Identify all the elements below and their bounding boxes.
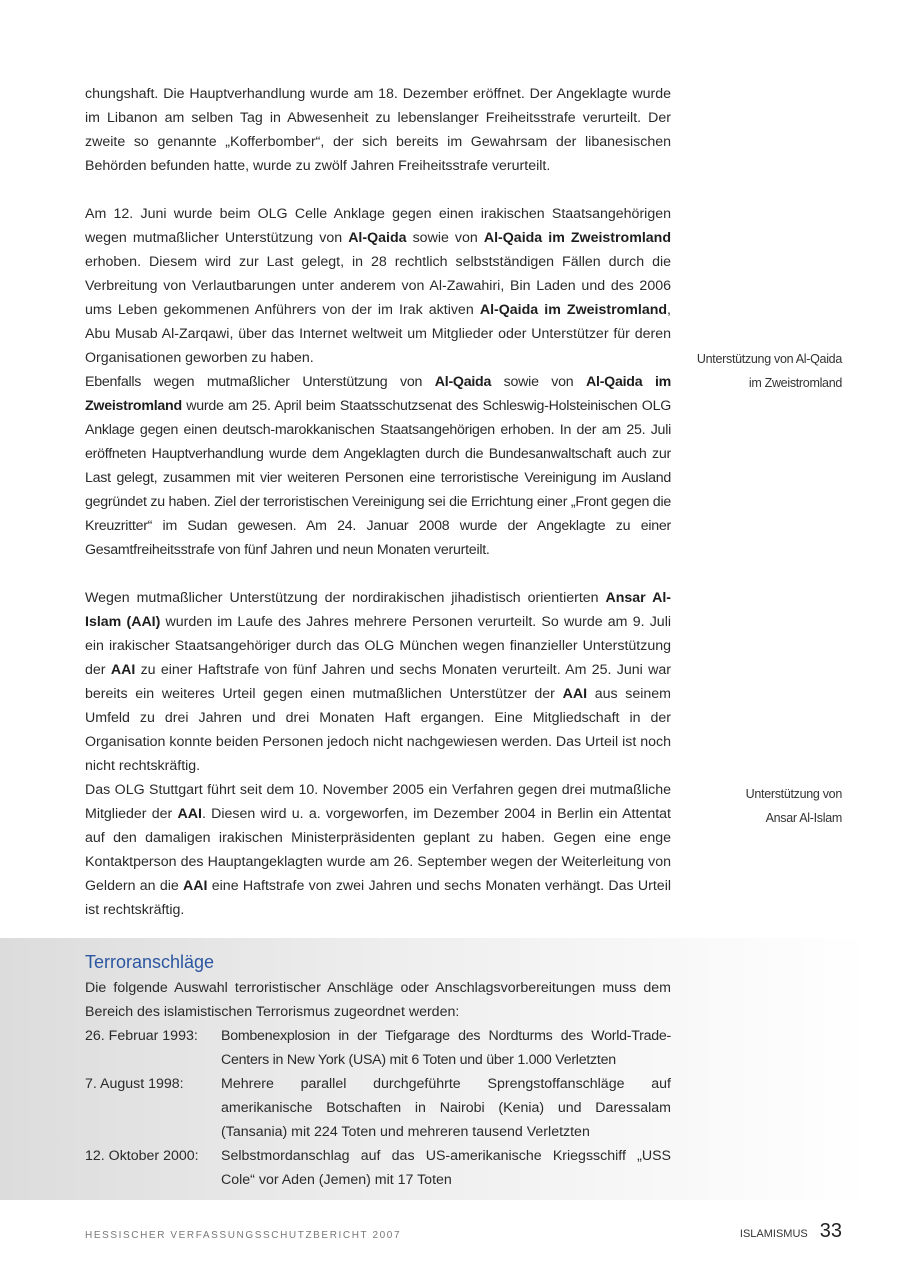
sidenote-line: im Zweistromland	[748, 376, 842, 390]
paragraph-kofferbomber: chungshaft. Die Hauptverhandlung wurde am 18. Dezember eröffnet. Der Angeklagte wurde im Libanon am selben Tag in Abwesenheit zu lebenslanger Freiheitsstrafe verurteilt. Der zweite so genannte „Kofferbomber“, der sich bereits im Gewahrsam der libanesischen Behörden befunden hatte, wurde zu zwölf Jahren Freiheitsstrafe verurteilt.	[85, 86, 671, 174]
footer-section-name: ISLAMISMUS	[739, 1228, 808, 1240]
page-number: 33	[819, 1220, 842, 1242]
event-item	[85, 1144, 671, 1192]
sidenote-line: Unterstützung von	[745, 787, 842, 801]
event-item	[85, 1024, 671, 1072]
main-text-column	[85, 82, 671, 922]
event-description: Selbstmordanschlag auf das US-amerikanische Kriegsschiff „USS Cole“ vor Aden (Jemen) mit 17 Toten	[221, 1148, 671, 1188]
sidenote-al-qaida	[662, 347, 842, 395]
event-date: 12. Oktober 2000:	[85, 1148, 199, 1164]
footer-publication-title: HESSISCHER VERFASSUNGSSCHUTZBERICHT 2007	[85, 1230, 402, 1241]
paragraph-olg-celle: Am 12. Juni wurde beim OLG Celle Anklage gegen einen irakischen Staatsangehörigen wegen mutmaßlicher Unterstützung von Al-Qaida sowie von Al-Qaida im Zweistromland erhoben. Diesem wird zur Last gelegt, in 28 rechtlich selbstständigen Fällen durch die Verbreitung von Verlautbarungen unter anderem von Al-Zawahiri, Bin Laden und des 2006 ums Leben gekommenen Anführers von der im Irak aktiven Al-Qaida im Zweistromland, Abu Musab Al-Zarqawi, über das Internet weltweit um Mitglieder oder Unterstützer für deren Organisationen geworben zu haben.	[85, 206, 671, 366]
section-intro: Die folgende Auswahl terroristischer Anschläge oder Anschlagsvorbereitungen muss dem Bereich des islamistischen Terrorismus zugeordnet werden:	[85, 980, 671, 1020]
event-item	[85, 1072, 671, 1144]
event-description: Bombenexplosion in der Tiefgarage des Nordturms des World-Trade-Centers in New York (USA) mit 6 Toten und über 1.000 Verletzten	[221, 1028, 671, 1068]
paragraph-olg-stuttgart: Das OLG Stuttgart führt seit dem 10. November 2005 ein Verfahren gegen drei mutmaßliche Mitglieder der AAI. Diesen wird u. a. vorgeworfen, im Dezember 2004 in Berlin ein Attentat auf den damaligen irakischen Ministerpräsidenten geplant zu haben. Gegen eine enge Kontaktperson des Hauptangeklagten wurde am 26. September wegen der Weiterleitung von Geldern an die AAI eine Haftstrafe von zwei Jahren und sechs Monaten verhängt. Das Urteil ist rechtskräftig.	[85, 782, 671, 918]
paragraph-schleswig-holstein: Ebenfalls wegen mutmaßlicher Unterstützung von Al-Qaida sowie von Al-Qaida im Zweistromland wurde am 25. April beim Staatsschutzsenat des Schleswig-Holsteinischen OLG Anklage gegen einen deutsch-marokkanischen Staatsangehörigen erhoben. In der am 25. Juli eröffneten Hauptverhandlung wurde dem Angeklagten durch die Bundesanwaltschaft auch zur Last gelegt, zusammen mit vier weiteren Personen eine terroristische Vereinigung im Ausland gegründet zu haben. Ziel der terroristischen Vereinigung sei die Errichtung einer „Front gegen die Kreuzritter“ im Sudan gewesen. Am 24. Januar 2008 wurde der Angeklagte zu einer Gesamtfreiheitsstrafe von fünf Jahren und neun Monaten verurteilt.	[85, 374, 671, 558]
footer-page-info	[740, 1220, 842, 1243]
event-description: Mehrere parallel durchgeführte Sprengstoffanschläge auf amerikanische Botschaften in Nairobi (Kenia) und Daressalam (Tansania) mit 224 Toten und mehreren tausend Verletzten	[221, 1076, 671, 1140]
paragraph-ansar-al-islam: Wegen mutmaßlicher Unterstützung der nordirakischen jihadistisch orientierten Ansar Al-Islam (AAI) wurden im Laufe des Jahres mehrere Personen verurteilt. So wurde am 9. Juli ein irakischer Staatsangehöriger durch das OLG München wegen finanzieller Unterstützung der AAI zu einer Haftstrafe von fünf Jahren und sechs Monaten verurteilt. Am 25. Juni war bereits ein weiteres Urteil gegen einen mutmaßlichen Unterstützer der AAI aus seinem Umfeld zu drei Jahren und drei Monaten Haft ergangen. Eine Mitgliedschaft in der Organisation konnte beiden Personen jedoch nicht nachgewiesen werden. Das Urteil ist noch nicht rechtskräftig.	[85, 590, 672, 774]
sidenote-line: Unterstützung von Al-Qaida	[696, 352, 842, 366]
section-title: Terroranschläge	[85, 952, 215, 972]
event-date: 26. Februar 1993:	[85, 1028, 198, 1044]
event-date: 7. August 1998:	[85, 1076, 184, 1092]
sidenote-ansar-al-islam	[662, 782, 842, 830]
terror-attacks-section	[85, 948, 671, 1192]
sidenote-line: Ansar Al-Islam	[765, 811, 842, 825]
